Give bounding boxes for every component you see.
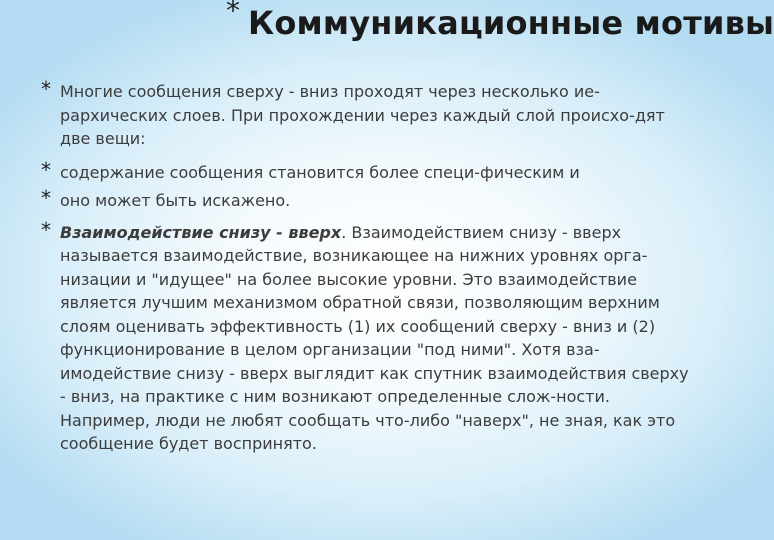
bullet-marker: * [41, 77, 51, 101]
slide-title: Коммуникационные мотивы [248, 4, 774, 42]
bullet-item [40, 77, 690, 151]
bullet-item [40, 157, 690, 185]
bullet-text: оно может быть искажено. [60, 191, 291, 210]
bullet-text: . Взаимодействием снизу - вверх называется взаимодействие, возникающее на нижних уровнях орга-низации и "идущее" на более высокие уровни. Это взаимодействие является лучшим механизмом обратной связи, позволяющим верхним слоям оценивать эффективность (1) их сообщений сверху - вниз и (2) функционирование в целом организации "под ними". Хотя вза-имодействие снизу - вверх выглядит как спутник взаимодействия сверху - вниз, на практике с ним возникают определенные слож-ности. Например, люди не любят сообщать что-либо "наверх", не зная, как это сообщение будет воспринято. [60, 222, 689, 453]
bullet-item [40, 217, 690, 456]
bullet-marker: * [41, 157, 51, 182]
bullet-emphasis: Взаимодействие снизу - вверх [60, 222, 342, 242]
title-bullet-marker: * [226, 0, 240, 27]
title-row [0, 0, 774, 56]
bullet-item [40, 186, 690, 213]
bullet-marker: * [41, 186, 51, 210]
bullet-text: содержание сообщения становится более специ-фическим и [60, 162, 580, 182]
bullet-marker: * [41, 217, 51, 242]
bullet-text: Многие сообщения сверху - вниз проходят через несколько ие-рархических слоев. При прохождении через каждый слой происхо-дят две вещи: [60, 82, 665, 148]
bullet-list [40, 77, 690, 463]
